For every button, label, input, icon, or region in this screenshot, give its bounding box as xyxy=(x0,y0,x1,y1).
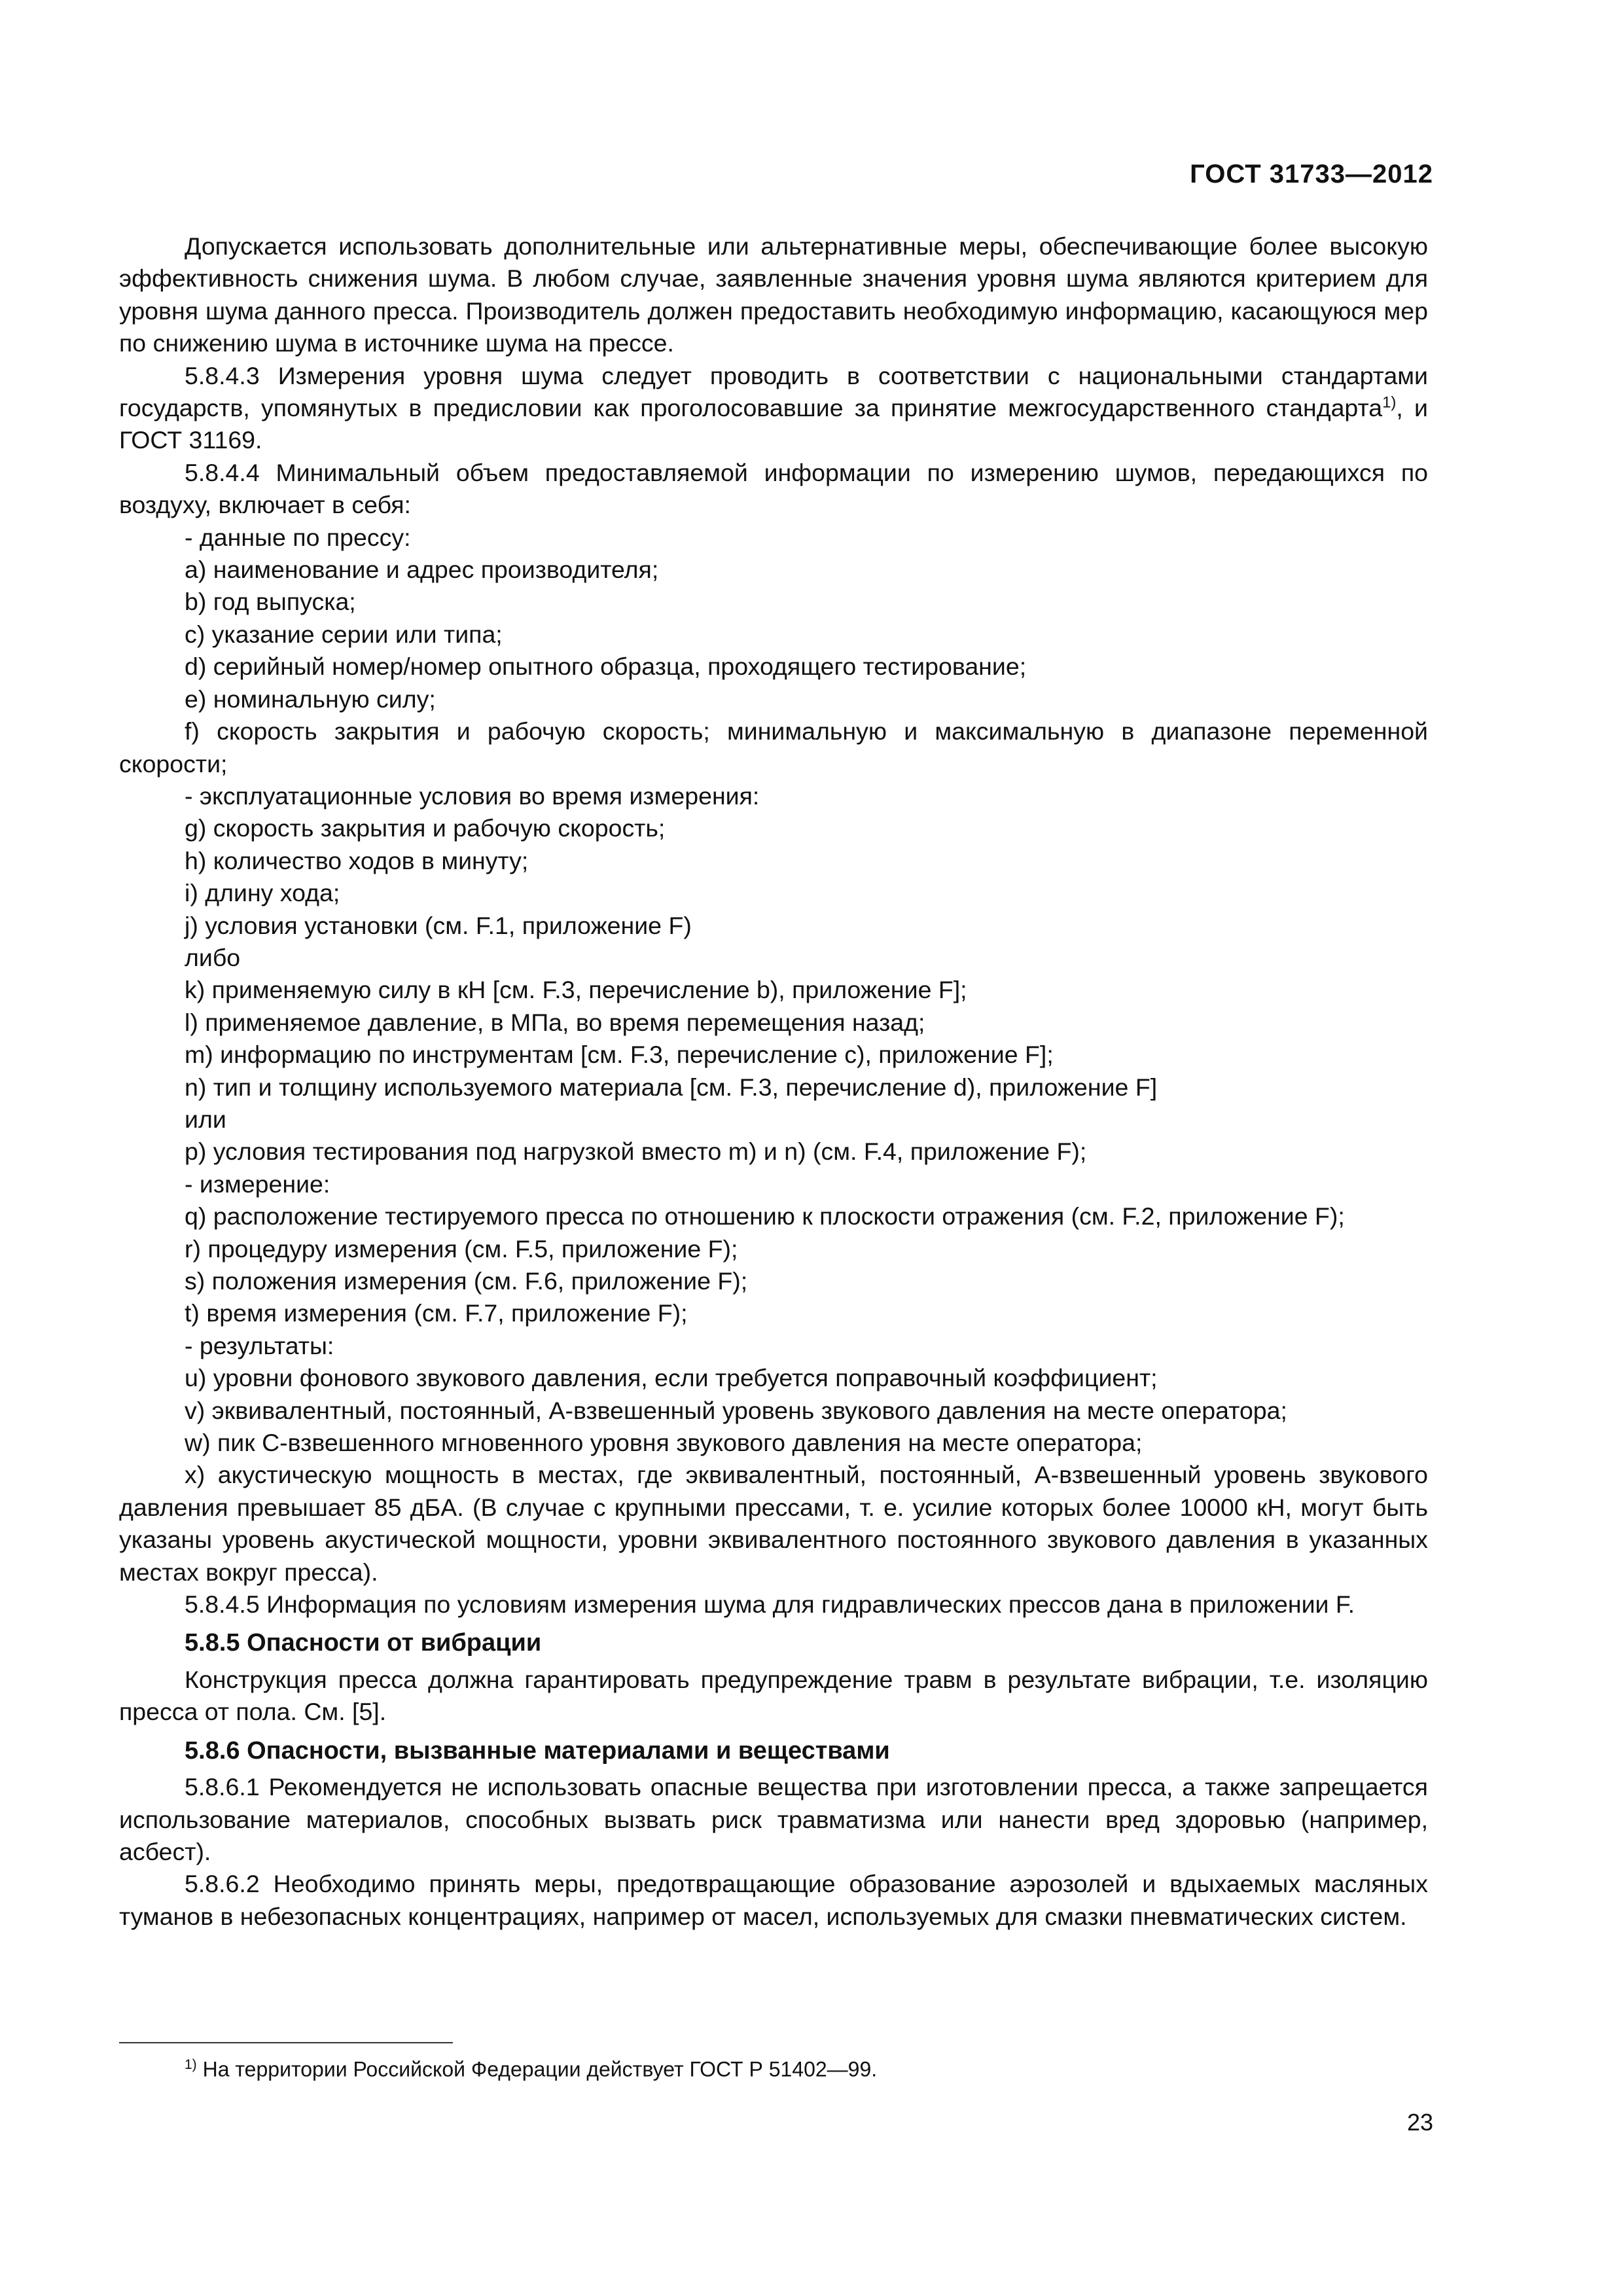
list-item: u) уровни фонового звукового давления, если требуется поправочный коэффициент; xyxy=(185,1364,1158,1392)
paragraph-text: 5.8.4.3 Измерения уровня шума следует проводить в соответствии с национальными стандартами государств, упомянутых в предисловии как проголосовавшие за принятие межгосударственного стандарта xyxy=(119,361,1428,422)
paragraph-vibration: Конструкция пресса должна гарантировать предупреждение травм в результате вибрации, т.е. изоляцию пресса от пола. См. [5]. xyxy=(119,1665,1428,1726)
footnote-text: На территории Российской Федерации действует ГОСТ Р 51402—99. xyxy=(196,2057,878,2081)
section-heading-5-8-5: 5.8.5 Опасности от вибрации xyxy=(185,1629,542,1657)
paragraph-noise-measures: Допускается использовать дополнительные или альтернативные меры, обеспечивающие более высокую эффективность снижения шума. В любом случае, заявленные значения уровня шума являются критерием для уровня шума данного пресса. Производитель должен предоставить необходимую информацию, касающуюся мер по снижению шума в источнике шума на прессе. xyxy=(119,232,1428,357)
list-item: - результаты: xyxy=(185,1331,334,1359)
footnote-reference[interactable]: 1) xyxy=(1382,393,1397,412)
page-body xyxy=(119,230,1428,1933)
paragraph-text: , и ГОСТ 31169. xyxy=(119,394,1428,454)
paragraph-5-8-4-5: 5.8.4.5 Информация по условиям измерения шума для гидравлических прессов дана в приложении F. xyxy=(185,1590,1355,1619)
paragraph-5-8-6-1: 5.8.6.1 Рекомендуется не использовать опасные вещества при изготовлении пресса, а также запрещается использование материалов, способных вызвать риск травматизма или нанести вред здоровью (например, асбест). xyxy=(119,1773,1428,1865)
paragraph-5-8-4-3 xyxy=(119,360,1428,457)
list-item: x) акустическую мощность в местах, где эквивалентный, постоянный, A-взвешенный уровень звукового давления превышает 85 дБA. (В случае с крупными прессами, т. е. усилие которых более 10000 кН, могут быть указаны уровень акустической мощности, уровни эквивалентного постоянного звукового давления в указанных местах вокруг пресса). xyxy=(119,1461,1428,1586)
list-item: q) расположение тестируемого пресса по отношению к плоскости отражения (см. F.2, приложение F); xyxy=(185,1202,1345,1230)
paragraph-5-8-4-4: 5.8.4.4 Минимальный объем предоставляемой информации по измерению шумов, передающихся по воздуху, включает в себя: xyxy=(119,458,1428,519)
paragraph-5-8-6-2: 5.8.6.2 Необходимо принять меры, предотвращающие образование аэрозолей и вдыхаемых масляных туманов в небезопасных концентрациях, например от масел, используемых для смазки пневматических систем. xyxy=(119,1870,1428,1930)
list-item: m) информацию по инструментам [см. F.3, перечисление c), приложение F]; xyxy=(185,1041,1054,1069)
list-item: l) применяемое давление, в МПа, во время перемещения назад; xyxy=(185,1008,925,1036)
list-item: - эксплуатационные условия во время измерения: xyxy=(185,781,760,810)
list-item: t) время измерения (см. F.7, приложение F); xyxy=(185,1299,688,1327)
list-item: b) год выпуска; xyxy=(185,588,356,616)
list-item: d) серийный номер/номер опытного образца, проходящего тестирование; xyxy=(185,653,1027,681)
footnote-mark: 1) xyxy=(185,2057,197,2072)
list-item: v) эквивалентный, постоянный, A-взвешенный уровень звукового давления на месте оператора; xyxy=(185,1396,1287,1424)
document-code: ГОСТ 31733—2012 xyxy=(1190,160,1433,188)
list-item: e) номинальную силу; xyxy=(185,685,436,713)
list-item: r) процедуру измерения (см. F.5, приложение F); xyxy=(185,1234,738,1263)
list-item: - измерение: xyxy=(185,1170,330,1198)
list-item: c) указание серии или типа; xyxy=(185,620,503,648)
list-item: w) пик C-взвешенного мгновенного уровня звукового давления на месте оператора; xyxy=(185,1429,1143,1457)
footnote-divider xyxy=(119,2042,453,2043)
list-item: i) длину хода; xyxy=(185,879,340,907)
list-item: a) наименование и адрес производителя; xyxy=(185,556,659,584)
footnote xyxy=(185,2052,877,2083)
list-item: h) количество ходов в минуту; xyxy=(185,846,529,874)
section-heading-5-8-6: 5.8.6 Опасности, вызванные материалами и веществами xyxy=(185,1736,890,1765)
list-item: или xyxy=(185,1105,226,1133)
page-number: 23 xyxy=(1406,2109,1433,2136)
list-item: s) положения измерения (см. F.6, приложение F); xyxy=(185,1267,748,1295)
list-item: либо xyxy=(185,943,241,971)
list-item: g) скорость закрытия и рабочую скорость; xyxy=(185,814,666,842)
list-item: k) применяемую силу в кН [см. F.3, перечисление b), приложение F]; xyxy=(185,976,967,1004)
list-item: - данные по прессу: xyxy=(185,523,411,551)
list-item: j) условия установки (см. F.1, приложение F) xyxy=(185,911,692,939)
list-item: f) скорость закрытия и рабочую скорость; минимальную и максимальную в диапазоне переменной скорости; xyxy=(119,717,1428,778)
list-item: n) тип и толщину используемого материала [см. F.3, перечисление d), приложение F] xyxy=(185,1073,1158,1101)
list-item: p) условия тестирования под нагрузкой вместо m) и n) (см. F.4, приложение F); xyxy=(185,1138,1087,1166)
